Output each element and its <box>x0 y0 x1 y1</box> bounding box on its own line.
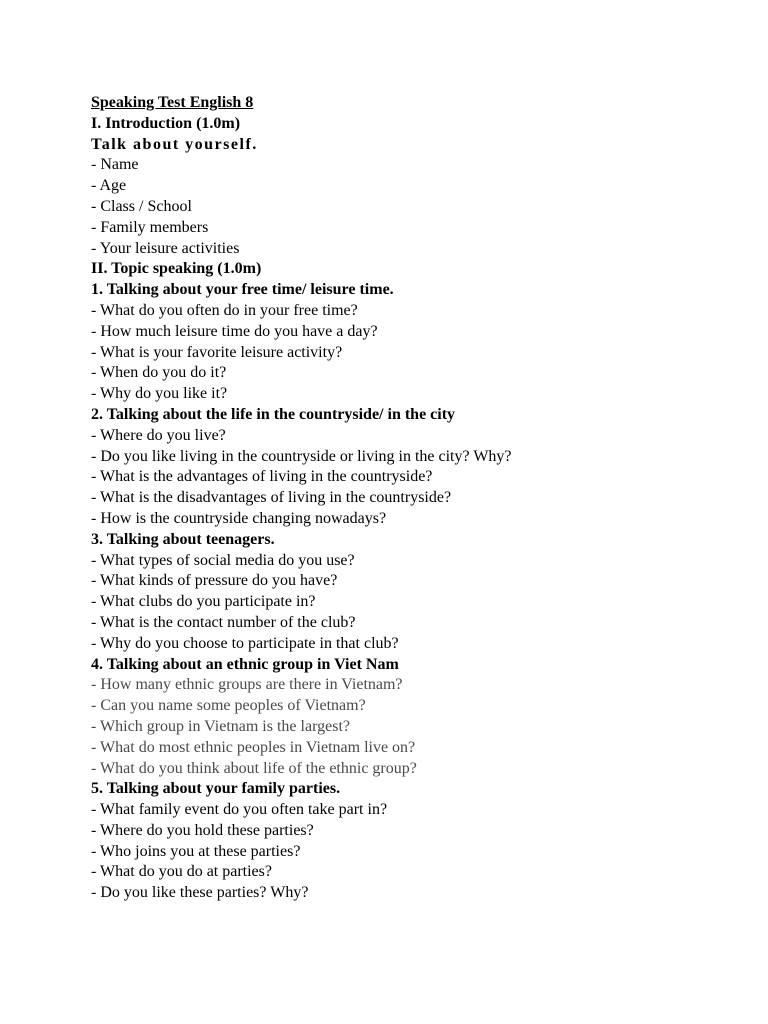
introduction-prompt: Talk about yourself. <box>91 135 258 153</box>
section-heading-introduction: I. Introduction (1.0m) <box>91 114 241 132</box>
topic-question: - When do you do it? <box>91 364 227 382</box>
topic-question: - Who joins you at these parties? <box>91 842 301 860</box>
topic-question: - What kinds of pressure do you have? <box>91 572 338 590</box>
topic-question: - Why do you like it? <box>91 385 228 403</box>
topic-heading-family-parties: 5. Talking about your family parties. <box>91 780 341 798</box>
topic-question: - What do most ethnic peoples in Vietnam live on? <box>91 738 416 756</box>
introduction-item: - Class / School <box>91 197 192 215</box>
topic-question: - What is the disadvantages of living in the countryside? <box>91 489 452 507</box>
topic-question: - What is the advantages of living in the countryside? <box>91 468 433 486</box>
topic-question: - What do you think about life of the ethnic group? <box>91 759 417 777</box>
document-body <box>91 93 731 904</box>
topic-question: - Where do you live? <box>91 426 226 444</box>
introduction-item: - Your leisure activities <box>91 239 240 257</box>
topic-question: - How many ethnic groups are there in Vietnam? <box>91 676 403 694</box>
topic-question: - Why do you choose to participate in that club? <box>91 634 399 652</box>
topic-question: - How is the countryside changing nowadays? <box>91 509 387 527</box>
topic-question: - Can you name some peoples of Vietnam? <box>91 697 366 715</box>
topic-question: - What do you do at parties? <box>91 863 272 881</box>
topic-question: - What family event do you often take part in? <box>91 801 388 819</box>
document-title: Speaking Test English 8 <box>91 94 254 111</box>
topic-question: - What is the contact number of the club? <box>91 613 356 631</box>
topic-heading-countryside-city: 2. Talking about the life in the countryside/ in the city <box>91 405 456 423</box>
topic-question: - How much leisure time do you have a day? <box>91 322 378 340</box>
topic-question: - What clubs do you participate in? <box>91 593 316 611</box>
topic-question: - What types of social media do you use? <box>91 551 355 569</box>
topic-question: - Where do you hold these parties? <box>91 821 314 839</box>
introduction-item: - Name <box>91 156 139 174</box>
topic-question: - Do you like living in the countryside or living in the city? Why? <box>91 447 512 465</box>
introduction-item: - Family members <box>91 218 209 236</box>
section-heading-topic-speaking: II. Topic speaking (1.0m) <box>91 260 262 278</box>
topic-heading-teenagers: 3. Talking about teenagers. <box>91 530 275 548</box>
topic-heading-free-time: 1. Talking about your free time/ leisure time. <box>91 281 394 299</box>
topic-heading-ethnic-group: 4. Talking about an ethnic group in Viet Nam <box>91 655 399 673</box>
topic-question: - Do you like these parties? Why? <box>91 884 309 902</box>
topic-question: - What is your favorite leisure activity? <box>91 343 343 361</box>
topic-question: - What do you often do in your free time? <box>91 301 358 319</box>
topic-question: - Which group in Vietnam is the largest? <box>91 717 350 735</box>
introduction-item: - Age <box>91 177 127 195</box>
